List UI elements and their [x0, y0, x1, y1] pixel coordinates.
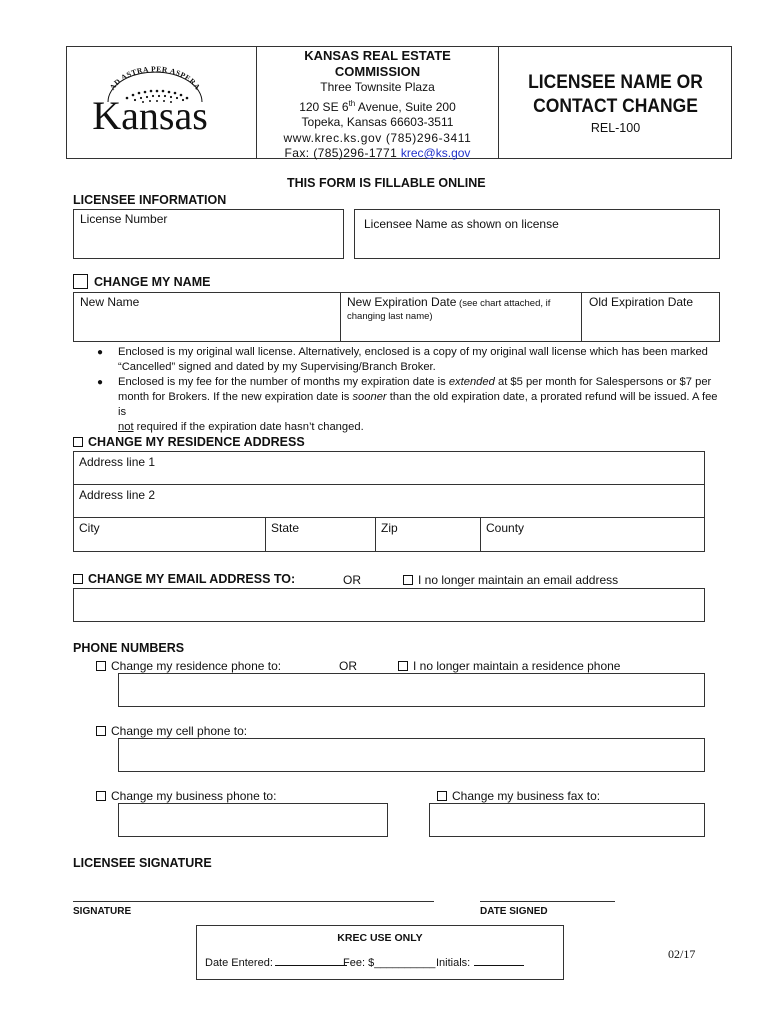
cell-phone-field[interactable]	[118, 738, 705, 772]
fax-email: Fax: (785)296-1771 krec@ks.gov	[284, 146, 471, 160]
form-title-line2: CONTACT CHANGE	[533, 96, 698, 117]
residence-heading: CHANGE MY RESIDENCE ADDRESS	[73, 435, 305, 449]
residence-phone-option[interactable]: Change my residence phone to:	[96, 659, 281, 673]
email-link[interactable]: krec@ks.gov	[400, 146, 471, 160]
no-residence-phone-option[interactable]: I no longer maintain a residence phone	[398, 659, 620, 673]
form-title-line1: LICENSEE NAME OR	[528, 72, 703, 93]
logo-word: Kansas	[92, 93, 208, 138]
business-phone-field[interactable]	[118, 803, 388, 837]
form-code: REL-100	[590, 121, 641, 135]
header-address-block	[257, 48, 498, 162]
logo-motto: AD ASTRA PER ASPERA	[107, 64, 203, 92]
new-expiration-label: New Expiration Date (see chart attached, if	[347, 295, 551, 309]
business-fax-option[interactable]: Change my business fax to:	[437, 789, 600, 803]
fillable-notice: THIS FORM IS FILLABLE ONLINE	[287, 176, 486, 190]
bullet-wall-license: ● Enclosed is my original wall license. Alternatively, enclosed is a copy of my original wall license which has been marked “Cancelled” signed and dated by my Supervising/Branch Broker.	[97, 346, 708, 373]
address-line1: Three Townsite Plaza	[320, 80, 435, 94]
initials-label: Initials:	[436, 957, 524, 969]
org-name-line2: COMMISSION	[334, 64, 421, 79]
old-expiration-label: Old Expiration Date	[589, 295, 694, 309]
licensee-info-heading: LICENSEE INFORMATION	[73, 193, 227, 207]
form-title-block	[499, 71, 732, 135]
license-number-label: License Number	[80, 212, 168, 226]
residence-row-line2	[73, 517, 705, 518]
address-line3: Topeka, Kansas 66603-3511	[301, 115, 454, 129]
date-signed-line[interactable]	[480, 901, 615, 902]
web-phone: www.krec.ks.gov (785)296-3411	[283, 130, 472, 145]
business-fax-checkbox[interactable]	[437, 791, 447, 801]
date-signed-label: DATE SIGNED	[480, 906, 548, 917]
business-phone-checkbox[interactable]	[96, 791, 106, 801]
county-label[interactable]: County	[486, 521, 525, 535]
residence-row-line1	[73, 484, 705, 485]
business-fax-field[interactable]	[429, 803, 705, 837]
address-line2-label[interactable]: Address line 2	[79, 488, 156, 502]
signature-heading: LICENSEE SIGNATURE	[73, 856, 212, 870]
residence-checkbox[interactable]	[73, 437, 83, 447]
signature-line[interactable]	[73, 901, 434, 902]
cell-phone-checkbox[interactable]	[96, 726, 106, 736]
residence-divider-state	[265, 517, 266, 552]
zip-label[interactable]: Zip	[381, 521, 398, 535]
residence-phone-checkbox[interactable]	[96, 661, 106, 671]
email-field[interactable]	[73, 588, 705, 622]
change-name-checkbox[interactable]	[73, 274, 88, 289]
date-entered-label: Date Entered:	[205, 957, 347, 969]
state-label[interactable]: State	[271, 521, 300, 535]
phone-or: OR	[339, 659, 357, 673]
residence-divider-county	[480, 517, 481, 552]
email-or: OR	[343, 573, 361, 587]
no-residence-phone-checkbox[interactable]	[398, 661, 408, 671]
business-phone-option[interactable]: Change my business phone to:	[96, 789, 276, 803]
revision-code: 02/17	[668, 947, 696, 961]
address-line2: 120 SE 6th Avenue, Suite 200	[299, 98, 456, 114]
svg-text:AD ASTRA PER ASPERA	[108, 64, 203, 91]
office-use-heading: KREC USE ONLY	[337, 932, 423, 944]
no-email-checkbox[interactable]	[403, 575, 413, 585]
kansas-logo	[75, 62, 225, 142]
residence-divider-zip	[375, 517, 376, 552]
change-name-heading: CHANGE MY NAME	[73, 275, 210, 290]
new-name-label: New Name	[80, 295, 140, 309]
address-line1-label[interactable]: Address line 1	[79, 455, 156, 469]
org-name-line1: KANSAS REAL ESTATE	[304, 48, 451, 63]
phone-heading: PHONE NUMBERS	[73, 641, 185, 655]
signature-label: SIGNATURE	[73, 906, 132, 917]
change-name-divider2	[581, 292, 582, 342]
residence-table	[73, 451, 705, 552]
residence-phone-field[interactable]	[118, 673, 705, 707]
licensee-name-label: Licensee Name as shown on license	[364, 217, 559, 231]
email-heading: CHANGE MY EMAIL ADDRESS TO:	[73, 572, 295, 586]
no-email-option[interactable]: I no longer maintain an email address	[403, 573, 618, 587]
cell-phone-option[interactable]: Change my cell phone to:	[96, 724, 247, 738]
change-name-divider1	[340, 292, 341, 342]
fee-label: Fee: $__________	[343, 957, 436, 969]
city-label[interactable]: City	[79, 521, 100, 535]
bullet-fee: ● Enclosed is my fee for the number of months my expiration date is extended at $5 per month for Salespersons or $7 per month for Brokers. If the new expiration date is sooner than the old expiration date, a prorated refund will be issued. A fee is not required if the expiration date hasn’t changed.	[97, 376, 718, 433]
new-expiration-note: changing last name)	[347, 311, 433, 322]
email-checkbox[interactable]	[73, 574, 83, 584]
